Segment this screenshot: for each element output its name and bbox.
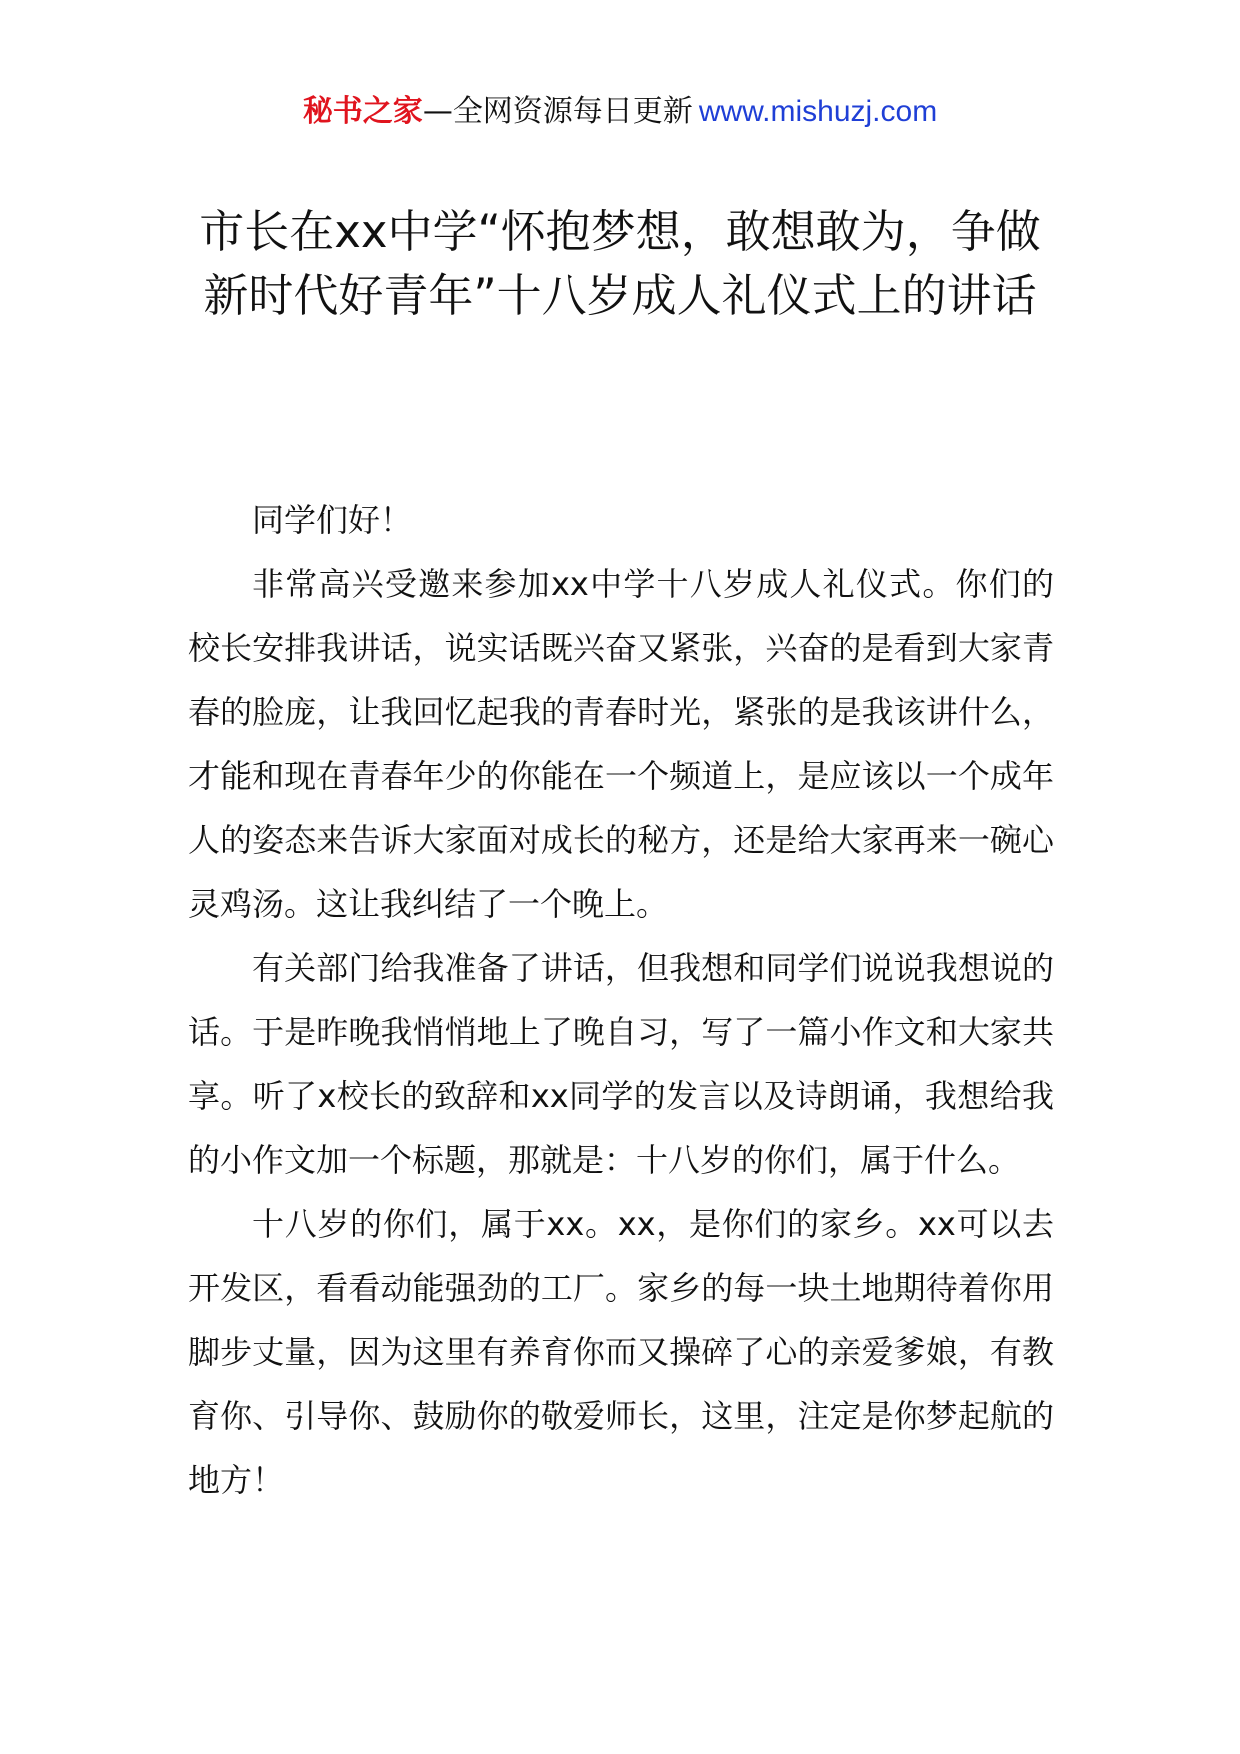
site-header [0, 92, 1240, 132]
document-body [188, 488, 1054, 1512]
paragraph: 有关部门给我准备了讲话，但我想和同学们说说我想说的话。于是昨晚我悄悄地上了晚自习，写了一篇小作文和大家共享。听了x校长的致辞和xx同学的发言以及诗朗诵，我想给我的小作文加一个标题，那就是：十八岁的你们，属于什么。 [188, 949, 1054, 1179]
site-url-link[interactable]: www.mishuzj.com [698, 95, 938, 128]
paragraph: 非常高兴受邀来参加xx中学十八岁成人礼仪式。你们的校长安排我讲话，说实话既兴奋又紧张，兴奋的是看到大家青春的脸庞，让我回忆起我的青春时光，紧张的是我该讲什么，才能和现在青春年少的你能在一个频道上，是应该以一个成年人的姿态来告诉大家面对成长的秘方，还是给大家再来一碗心灵鸡汤。这让我纠结了一个晚上。 [188, 565, 1054, 923]
site-brand: 秘书之家 [302, 94, 423, 129]
site-tagline: —全网资源每日更新 [422, 94, 693, 129]
paragraph: 十八岁的你们，属于xx。xx，是你们的家乡。xx可以去开发区，看看动能强劲的工厂。家乡的每一块土地期待着你用脚步丈量，因为这里有养育你而又操碎了心的亲爱爹娘，有教育你、引导你、鼓励你的敬爱师长，这里，注定是你梦起航的地方！ [188, 1205, 1054, 1499]
document-title: 市长在xx中学“怀抱梦想，敢想敢为，争做新时代好青年”十八岁成人礼仪式上的讲话 [199, 205, 1041, 322]
paragraph-greeting: 同学们好！ [252, 501, 413, 539]
